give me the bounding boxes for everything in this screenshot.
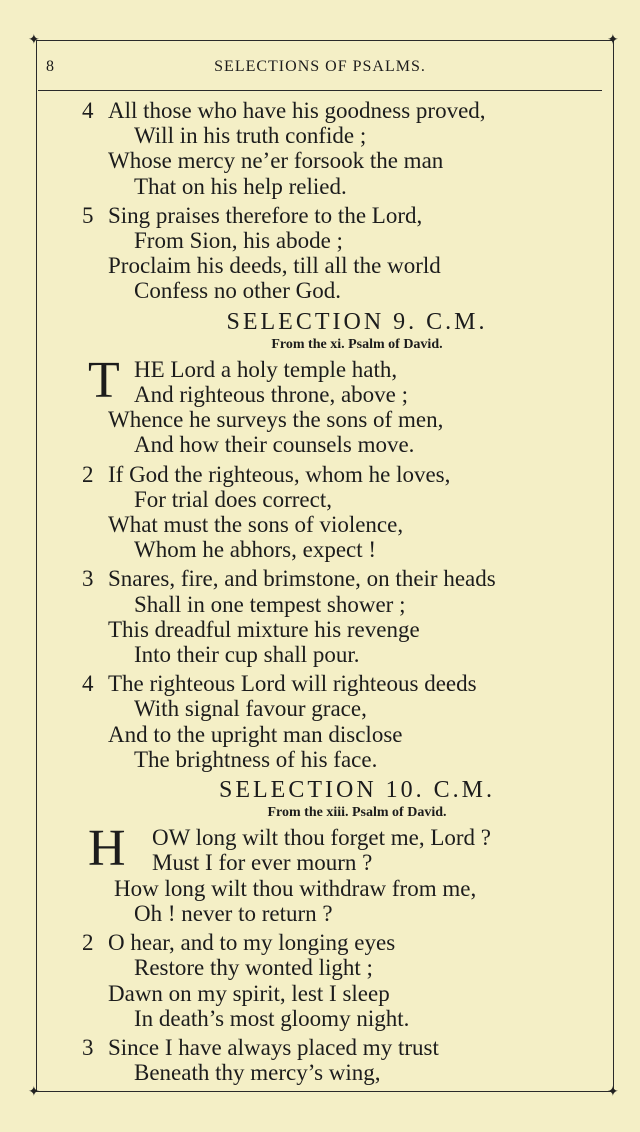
- header-rule: [38, 90, 602, 91]
- stanza: [82, 98, 602, 199]
- verse-line: Into their cup shall pour.: [134, 642, 360, 668]
- verse-line: Beneath thy mercy’s wing,: [134, 1060, 381, 1086]
- corner-ornament-icon: ✦: [607, 1084, 619, 1100]
- page-number: 8: [46, 58, 54, 75]
- verse-line: HE Lord a holy temple hath,: [134, 356, 398, 382]
- verse-line: If God the righteous, whom he loves,: [108, 461, 451, 487]
- verse-line: Dawn on my spirit, lest I sleep: [108, 980, 390, 1006]
- selection-subtitle: From the xiii. Psalm of David.: [267, 805, 447, 821]
- verse-line: All those who have his goodness proved,: [108, 98, 486, 123]
- drop-cap: H: [88, 820, 126, 878]
- verse-number: 5: [82, 202, 94, 228]
- verse-line: Whence he surveys the sons of men,: [108, 407, 444, 433]
- verse-line: And to the upright man disclose: [108, 721, 403, 747]
- verse-number: 2: [82, 461, 94, 487]
- drop-cap: T: [88, 351, 120, 409]
- verse-line: Snares, fire, and brimstone, on their heads: [108, 566, 496, 592]
- stanza: [82, 566, 602, 667]
- verse-line: From Sion, his abode ;: [134, 228, 343, 254]
- verse-line: Will in his truth confide ;: [134, 123, 367, 149]
- stanza: [82, 462, 602, 563]
- page-content: [82, 98, 602, 1089]
- verse-line: The righteous Lord will righteous deeds: [108, 671, 477, 697]
- corner-ornament-icon: ✦: [607, 32, 619, 48]
- verse-number: 4: [82, 98, 94, 123]
- verse-line: Restore thy wonted light ;: [134, 955, 373, 981]
- verse-line: This dreadful mixture his revenge: [108, 616, 420, 642]
- verse-line: What must the sons of violence,: [108, 512, 404, 538]
- verse-number: 2: [82, 930, 94, 956]
- stanza: [82, 351, 602, 458]
- verse-line: Oh ! never to return ?: [134, 900, 333, 926]
- stanza: [82, 203, 602, 304]
- verse-number: 3: [82, 566, 94, 592]
- selection-title: SELECTION 10. C.M.: [219, 777, 495, 804]
- verse-number: 3: [82, 1034, 94, 1060]
- verse-line: Whose mercy ne’er forsook the man: [108, 148, 444, 174]
- stanza: [82, 671, 602, 772]
- stanza: [82, 930, 602, 1031]
- verse-line: With signal favour grace,: [134, 696, 367, 722]
- verse-line: Shall in one tempest shower ;: [134, 591, 406, 617]
- verse-line: In death’s most gloomy night.: [134, 1005, 410, 1031]
- verse-line: The brightness of his face.: [134, 746, 378, 772]
- running-title: SELECTIONS OF PSALMS.: [214, 58, 426, 75]
- verse-line: Must I for ever mourn ?: [152, 850, 373, 876]
- page-header: [40, 56, 600, 82]
- verse-line: That on his help relied.: [134, 173, 347, 199]
- stanza: [82, 1035, 602, 1085]
- selection-subtitle: From the xi. Psalm of David.: [271, 336, 443, 352]
- verse-line: O hear, and to my longing eyes: [108, 930, 396, 956]
- verse-line: How long wilt thou withdraw from me,: [114, 875, 477, 901]
- verse-line: Whom he abhors, expect !: [134, 537, 377, 563]
- stanza: [82, 820, 602, 926]
- verse-line: Proclaim his deeds, till all the world: [108, 253, 441, 279]
- verse-line: Since I have always placed my trust: [108, 1034, 439, 1060]
- verse-line: Confess no other God.: [134, 278, 341, 304]
- verse-line: And righteous throne, above ;: [134, 382, 409, 408]
- verse-line: Sing praises therefore to the Lord,: [108, 202, 423, 228]
- verse-line: For trial does correct,: [134, 486, 332, 512]
- selection-title: SELECTION 9. C.M.: [226, 308, 488, 335]
- verse-line: OW long wilt thou forget me, Lord ?: [152, 825, 491, 851]
- verse-number: 4: [82, 671, 94, 697]
- verse-line: And how their counsels move.: [134, 432, 415, 458]
- corner-ornament-icon: ✦: [28, 32, 40, 48]
- corner-ornament-icon: ✦: [28, 1084, 40, 1100]
